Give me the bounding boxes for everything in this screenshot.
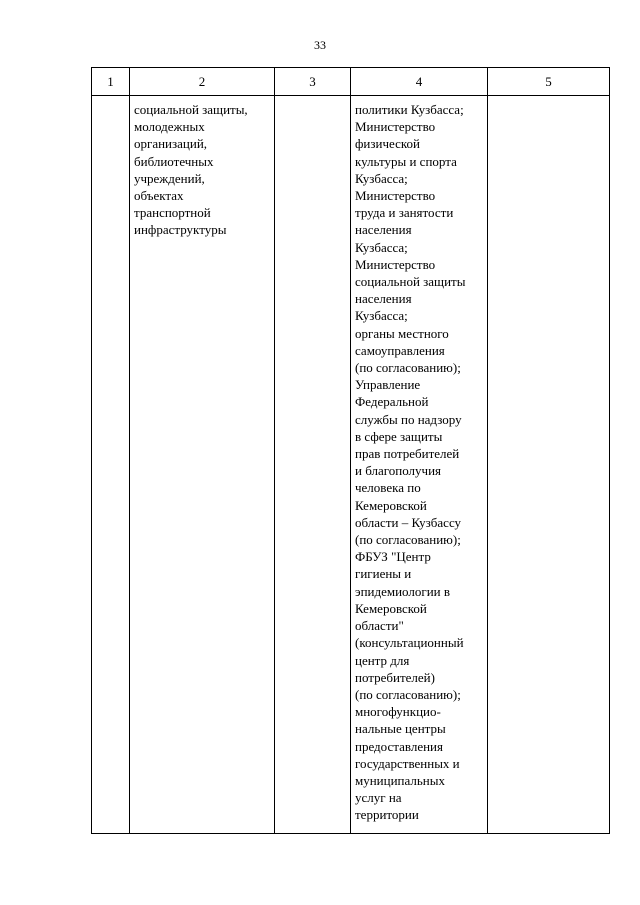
cell-text-col2: социальной защиты, молодежных организаций, библиотечных учреждений, объектах транспортной инфраструктуры <box>134 102 248 238</box>
document-table <box>91 67 610 834</box>
cell-text-col4: политики Кузбасса; Министерство физической культуры и спорта Кузбасса; Министерство труда и занятости населения Кузбасса; Министерство социальной защиты населения Кузбасса; органы местного самоуправления (по согласованию); Управление Федеральной службы по надзору в сфере защиты прав потребителей и благополучия человека по Кемеровской области – Кузбассу (по согласованию); ФБУЗ "Центр гигиены и эпидемиологии в Кемеровской области" (консультационный центр для потребителей) (по согласованию); многофункцио- нальные центры предоставления государственных и муниципальных услуг на территории <box>355 102 466 823</box>
table-cell-col4 <box>351 96 488 834</box>
table-cell-col3 <box>275 96 351 834</box>
cell-text-col3 <box>275 96 350 101</box>
table-cell-col2 <box>130 96 275 834</box>
table-cell-col5 <box>488 96 610 834</box>
table-cell-col1 <box>92 96 130 834</box>
column-header-1: 1 <box>92 68 130 96</box>
column-header-3: 3 <box>275 68 351 96</box>
table-header-row <box>92 68 610 96</box>
table-row <box>92 96 610 834</box>
column-header-5: 5 <box>488 68 610 96</box>
page-number: 33 <box>314 38 326 52</box>
cell-text-col1 <box>92 96 129 101</box>
column-header-4: 4 <box>351 68 488 96</box>
cell-text-col5 <box>488 96 609 101</box>
column-header-2: 2 <box>130 68 275 96</box>
